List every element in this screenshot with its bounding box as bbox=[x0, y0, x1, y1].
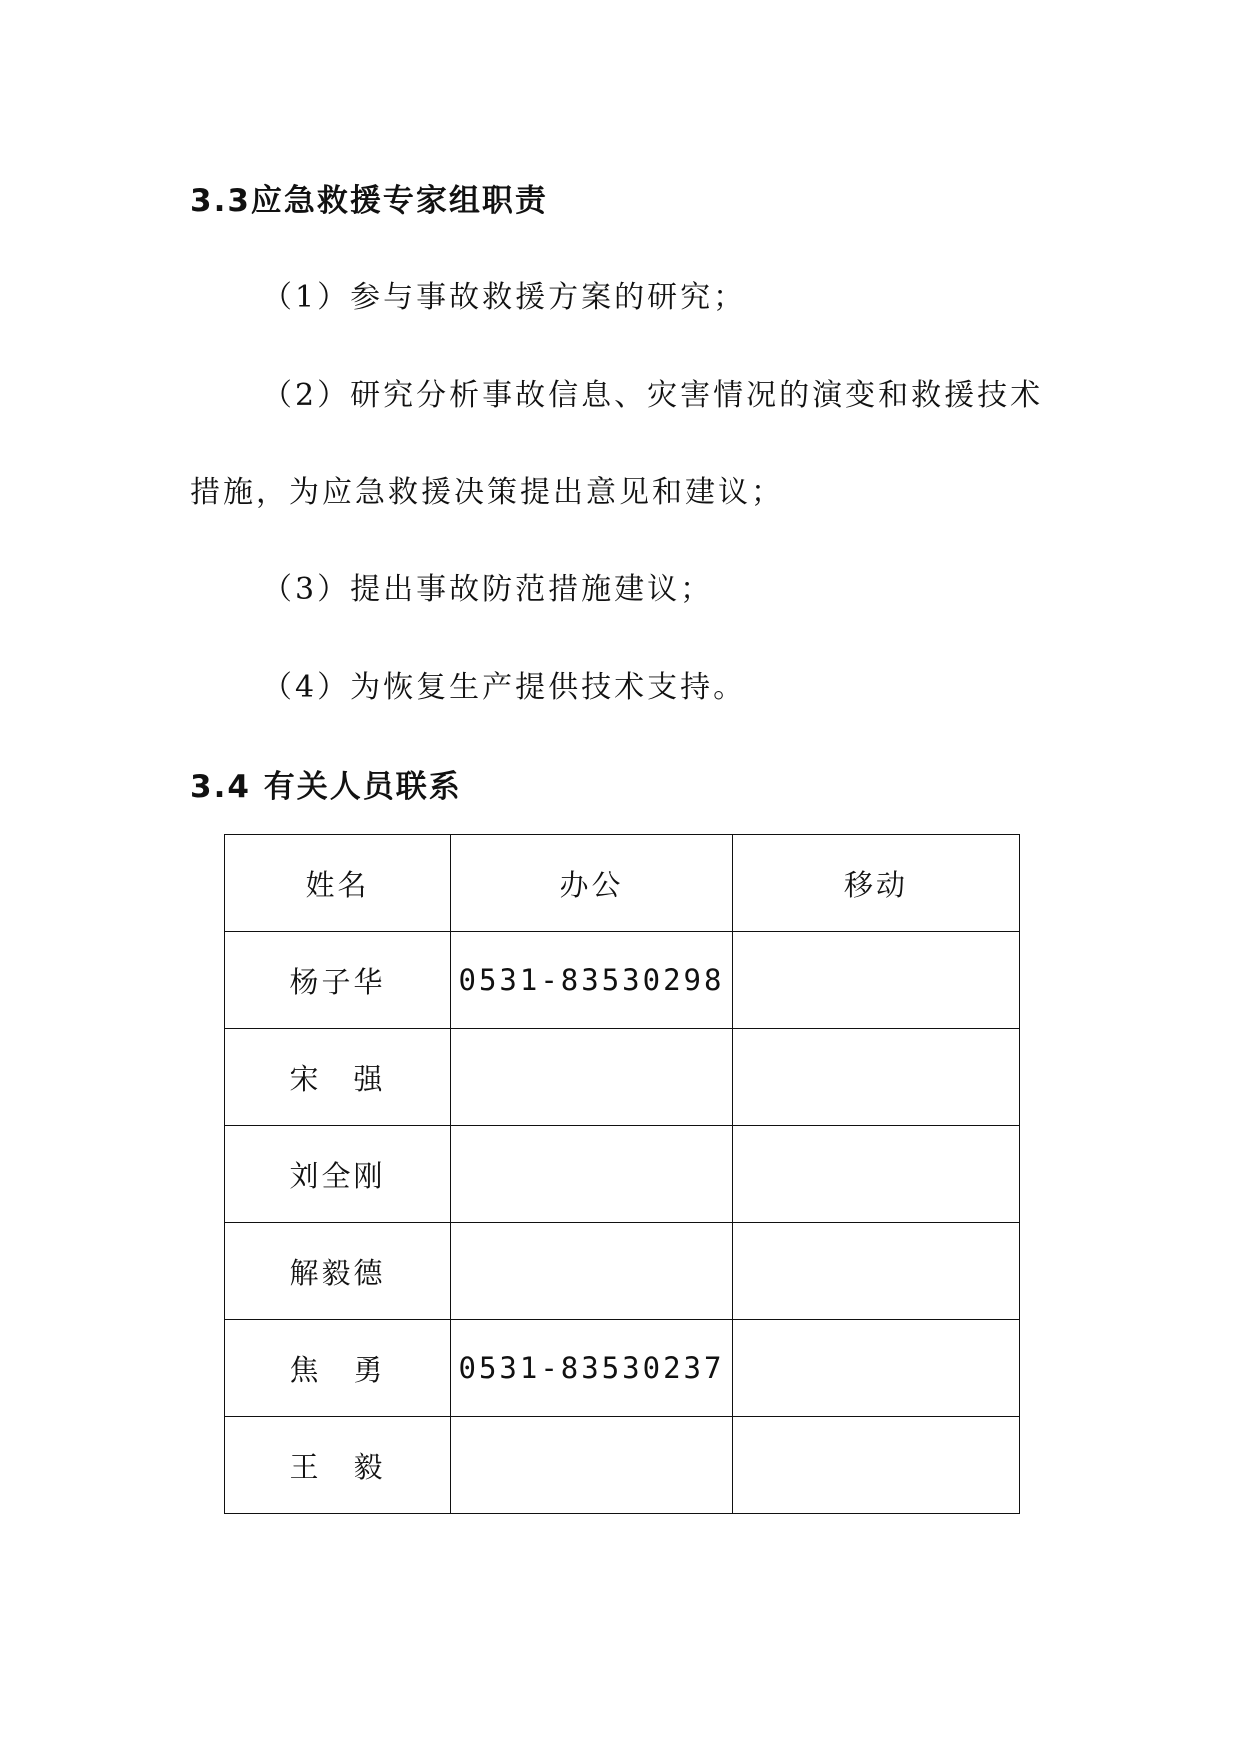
table-row bbox=[225, 932, 1020, 1029]
cell-mobile bbox=[733, 1126, 1020, 1223]
cell-office bbox=[451, 1126, 733, 1223]
header-office: 办公 bbox=[451, 835, 733, 932]
table-row bbox=[225, 1029, 1020, 1126]
cell-office bbox=[451, 1223, 733, 1320]
header-mobile: 移动 bbox=[733, 835, 1020, 932]
table-row bbox=[225, 1126, 1020, 1223]
cell-mobile bbox=[733, 1417, 1020, 1514]
cell-mobile bbox=[733, 1320, 1020, 1417]
cell-office: 0531-83530237 bbox=[451, 1320, 733, 1417]
duty-item-2-line-1: （2）研究分析事故信息、灾害情况的演变和救援技术 bbox=[262, 378, 1044, 413]
header-name: 姓名 bbox=[225, 835, 451, 932]
table-row bbox=[225, 1417, 1020, 1514]
cell-name: 王 毅 bbox=[225, 1417, 451, 1514]
table-row bbox=[225, 1223, 1020, 1320]
cell-mobile bbox=[733, 1029, 1020, 1126]
cell-name: 解毅德 bbox=[225, 1223, 451, 1320]
cell-name: 宋 强 bbox=[225, 1029, 451, 1126]
cell-office bbox=[451, 1029, 733, 1126]
duty-item-2-line-2: 措施，为应急救援决策提出意见和建议； bbox=[190, 475, 784, 510]
section-3-3-heading: 3.3应急救援专家组职责 bbox=[190, 183, 548, 219]
duty-item-3: （3）提出事故防范措施建议； bbox=[262, 572, 714, 607]
cell-mobile bbox=[733, 932, 1020, 1029]
cell-office: 0531-83530298 bbox=[451, 932, 733, 1029]
table-header-row bbox=[225, 835, 1020, 932]
contacts-table bbox=[224, 834, 1020, 1514]
duty-item-4: （4）为恢复生产提供技术支持。 bbox=[262, 670, 747, 705]
table-row bbox=[225, 1320, 1020, 1417]
cell-office bbox=[451, 1417, 733, 1514]
duty-item-1: （1）参与事故救援方案的研究； bbox=[262, 280, 747, 315]
cell-name: 杨子华 bbox=[225, 932, 451, 1029]
cell-name: 刘全刚 bbox=[225, 1126, 451, 1223]
cell-mobile bbox=[733, 1223, 1020, 1320]
section-3-4-heading: 3.4 有关人员联系 bbox=[190, 769, 462, 805]
cell-name: 焦 勇 bbox=[225, 1320, 451, 1417]
